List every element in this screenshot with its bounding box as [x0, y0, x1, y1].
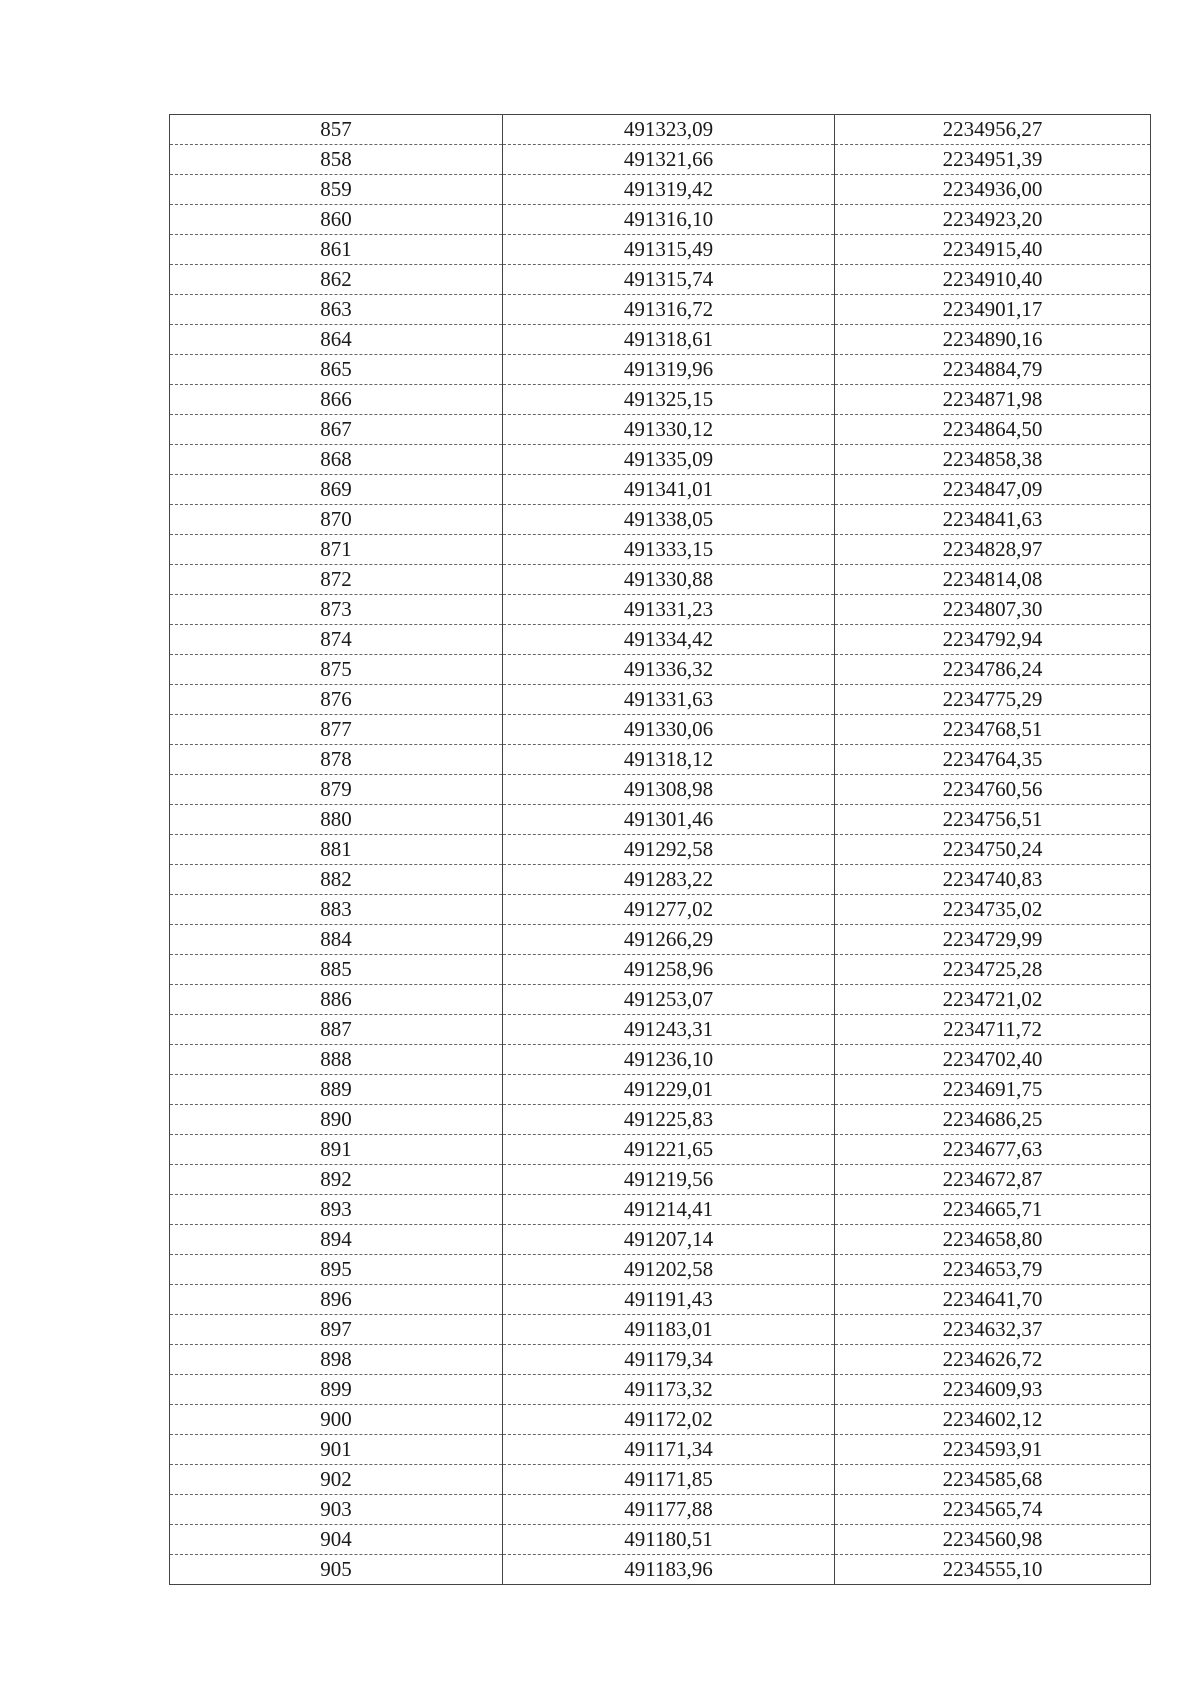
- y-coordinate-cell: 2234711,72: [835, 1015, 1151, 1045]
- coordinates-table: [169, 114, 1151, 1585]
- point-number-cell: 879: [170, 775, 503, 805]
- y-coordinate-cell: 2234691,75: [835, 1075, 1151, 1105]
- table-row: [170, 475, 1151, 505]
- point-number-cell: 864: [170, 325, 503, 355]
- y-coordinate-cell: 2234641,70: [835, 1285, 1151, 1315]
- point-number-cell: 892: [170, 1165, 503, 1195]
- table-row: [170, 925, 1151, 955]
- coordinates-table-body: [170, 115, 1151, 1585]
- point-number-cell: 881: [170, 835, 503, 865]
- y-coordinate-cell: 2234721,02: [835, 985, 1151, 1015]
- table-row: [170, 295, 1151, 325]
- x-coordinate-cell: 491333,15: [503, 535, 835, 565]
- x-coordinate-cell: 491330,06: [503, 715, 835, 745]
- x-coordinate-cell: 491191,43: [503, 1285, 835, 1315]
- table-row: [170, 895, 1151, 925]
- point-number-cell: 900: [170, 1405, 503, 1435]
- point-number-cell: 874: [170, 625, 503, 655]
- point-number-cell: 883: [170, 895, 503, 925]
- x-coordinate-cell: 491172,02: [503, 1405, 835, 1435]
- point-number-cell: 901: [170, 1435, 503, 1465]
- y-coordinate-cell: 2234740,83: [835, 865, 1151, 895]
- table-row: [170, 175, 1151, 205]
- table-row: [170, 325, 1151, 355]
- y-coordinate-cell: 2234884,79: [835, 355, 1151, 385]
- y-coordinate-cell: 2234910,40: [835, 265, 1151, 295]
- point-number-cell: 860: [170, 205, 503, 235]
- y-coordinate-cell: 2234775,29: [835, 685, 1151, 715]
- y-coordinate-cell: 2234956,27: [835, 115, 1151, 145]
- y-coordinate-cell: 2234760,56: [835, 775, 1151, 805]
- y-coordinate-cell: 2234585,68: [835, 1465, 1151, 1495]
- point-number-cell: 873: [170, 595, 503, 625]
- point-number-cell: 877: [170, 715, 503, 745]
- table-row: [170, 1525, 1151, 1555]
- x-coordinate-cell: 491207,14: [503, 1225, 835, 1255]
- point-number-cell: 885: [170, 955, 503, 985]
- x-coordinate-cell: 491183,96: [503, 1555, 835, 1585]
- x-coordinate-cell: 491183,01: [503, 1315, 835, 1345]
- table-row: [170, 655, 1151, 685]
- table-row: [170, 415, 1151, 445]
- point-number-cell: 861: [170, 235, 503, 265]
- table-row: [170, 1315, 1151, 1345]
- y-coordinate-cell: 2234847,09: [835, 475, 1151, 505]
- point-number-cell: 890: [170, 1105, 503, 1135]
- x-coordinate-cell: 491330,12: [503, 415, 835, 445]
- point-number-cell: 887: [170, 1015, 503, 1045]
- y-coordinate-cell: 2234936,00: [835, 175, 1151, 205]
- point-number-cell: 898: [170, 1345, 503, 1375]
- point-number-cell: 863: [170, 295, 503, 325]
- y-coordinate-cell: 2234923,20: [835, 205, 1151, 235]
- x-coordinate-cell: 491292,58: [503, 835, 835, 865]
- table-row: [170, 115, 1151, 145]
- x-coordinate-cell: 491323,09: [503, 115, 835, 145]
- table-row: [170, 985, 1151, 1015]
- x-coordinate-cell: 491221,65: [503, 1135, 835, 1165]
- point-number-cell: 905: [170, 1555, 503, 1585]
- y-coordinate-cell: 2234814,08: [835, 565, 1151, 595]
- y-coordinate-cell: 2234686,25: [835, 1105, 1151, 1135]
- x-coordinate-cell: 491331,23: [503, 595, 835, 625]
- y-coordinate-cell: 2234864,50: [835, 415, 1151, 445]
- x-coordinate-cell: 491331,63: [503, 685, 835, 715]
- y-coordinate-cell: 2234602,12: [835, 1405, 1151, 1435]
- x-coordinate-cell: 491330,88: [503, 565, 835, 595]
- x-coordinate-cell: 491325,15: [503, 385, 835, 415]
- point-number-cell: 888: [170, 1045, 503, 1075]
- table-row: [170, 145, 1151, 175]
- table-row: [170, 1285, 1151, 1315]
- table-row: [170, 805, 1151, 835]
- y-coordinate-cell: 2234555,10: [835, 1555, 1151, 1585]
- x-coordinate-cell: 491338,05: [503, 505, 835, 535]
- point-number-cell: 894: [170, 1225, 503, 1255]
- point-number-cell: 891: [170, 1135, 503, 1165]
- table-row: [170, 1465, 1151, 1495]
- x-coordinate-cell: 491316,72: [503, 295, 835, 325]
- x-coordinate-cell: 491335,09: [503, 445, 835, 475]
- x-coordinate-cell: 491319,42: [503, 175, 835, 205]
- point-number-cell: 870: [170, 505, 503, 535]
- y-coordinate-cell: 2234702,40: [835, 1045, 1151, 1075]
- point-number-cell: 880: [170, 805, 503, 835]
- point-number-cell: 889: [170, 1075, 503, 1105]
- x-coordinate-cell: 491315,74: [503, 265, 835, 295]
- table-row: [170, 505, 1151, 535]
- table-row: [170, 1195, 1151, 1225]
- y-coordinate-cell: 2234858,38: [835, 445, 1151, 475]
- x-coordinate-cell: 491229,01: [503, 1075, 835, 1105]
- x-coordinate-cell: 491214,41: [503, 1195, 835, 1225]
- y-coordinate-cell: 2234672,87: [835, 1165, 1151, 1195]
- table-row: [170, 715, 1151, 745]
- point-number-cell: 895: [170, 1255, 503, 1285]
- table-row: [170, 775, 1151, 805]
- x-coordinate-cell: 491180,51: [503, 1525, 835, 1555]
- point-number-cell: 866: [170, 385, 503, 415]
- x-coordinate-cell: 491253,07: [503, 985, 835, 1015]
- x-coordinate-cell: 491177,88: [503, 1495, 835, 1525]
- x-coordinate-cell: 491171,34: [503, 1435, 835, 1465]
- table-row: [170, 445, 1151, 475]
- point-number-cell: 904: [170, 1525, 503, 1555]
- y-coordinate-cell: 2234653,79: [835, 1255, 1151, 1285]
- point-number-cell: 862: [170, 265, 503, 295]
- x-coordinate-cell: 491319,96: [503, 355, 835, 385]
- point-number-cell: 875: [170, 655, 503, 685]
- y-coordinate-cell: 2234828,97: [835, 535, 1151, 565]
- x-coordinate-cell: 491336,32: [503, 655, 835, 685]
- table-row: [170, 1135, 1151, 1165]
- y-coordinate-cell: 2234890,16: [835, 325, 1151, 355]
- point-number-cell: 902: [170, 1465, 503, 1495]
- y-coordinate-cell: 2234729,99: [835, 925, 1151, 955]
- y-coordinate-cell: 2234841,63: [835, 505, 1151, 535]
- y-coordinate-cell: 2234735,02: [835, 895, 1151, 925]
- x-coordinate-cell: 491219,56: [503, 1165, 835, 1195]
- table-row: [170, 1105, 1151, 1135]
- table-row: [170, 1345, 1151, 1375]
- table-row: [170, 625, 1151, 655]
- table-row: [170, 865, 1151, 895]
- y-coordinate-cell: 2234871,98: [835, 385, 1151, 415]
- point-number-cell: 897: [170, 1315, 503, 1345]
- y-coordinate-cell: 2234756,51: [835, 805, 1151, 835]
- x-coordinate-cell: 491277,02: [503, 895, 835, 925]
- x-coordinate-cell: 491283,22: [503, 865, 835, 895]
- point-number-cell: 903: [170, 1495, 503, 1525]
- point-number-cell: 886: [170, 985, 503, 1015]
- table-row: [170, 1045, 1151, 1075]
- table-row: [170, 385, 1151, 415]
- table-row: [170, 1555, 1151, 1585]
- y-coordinate-cell: 2234560,98: [835, 1525, 1151, 1555]
- y-coordinate-cell: 2234658,80: [835, 1225, 1151, 1255]
- y-coordinate-cell: 2234768,51: [835, 715, 1151, 745]
- point-number-cell: 882: [170, 865, 503, 895]
- y-coordinate-cell: 2234665,71: [835, 1195, 1151, 1225]
- x-coordinate-cell: 491308,98: [503, 775, 835, 805]
- x-coordinate-cell: 491318,61: [503, 325, 835, 355]
- x-coordinate-cell: 491236,10: [503, 1045, 835, 1075]
- y-coordinate-cell: 2234626,72: [835, 1345, 1151, 1375]
- point-number-cell: 884: [170, 925, 503, 955]
- table-row: [170, 745, 1151, 775]
- table-row: [170, 355, 1151, 385]
- x-coordinate-cell: 491266,29: [503, 925, 835, 955]
- y-coordinate-cell: 2234677,63: [835, 1135, 1151, 1165]
- point-number-cell: 896: [170, 1285, 503, 1315]
- y-coordinate-cell: 2234786,24: [835, 655, 1151, 685]
- table-row: [170, 1165, 1151, 1195]
- table-row: [170, 835, 1151, 865]
- x-coordinate-cell: 491171,85: [503, 1465, 835, 1495]
- x-coordinate-cell: 491315,49: [503, 235, 835, 265]
- table-row: [170, 1375, 1151, 1405]
- x-coordinate-cell: 491341,01: [503, 475, 835, 505]
- x-coordinate-cell: 491258,96: [503, 955, 835, 985]
- table-row: [170, 265, 1151, 295]
- x-coordinate-cell: 491301,46: [503, 805, 835, 835]
- point-number-cell: 857: [170, 115, 503, 145]
- y-coordinate-cell: 2234725,28: [835, 955, 1151, 985]
- table-row: [170, 595, 1151, 625]
- x-coordinate-cell: 491225,83: [503, 1105, 835, 1135]
- y-coordinate-cell: 2234609,93: [835, 1375, 1151, 1405]
- point-number-cell: 871: [170, 535, 503, 565]
- table-row: [170, 1405, 1151, 1435]
- table-row: [170, 235, 1151, 265]
- x-coordinate-cell: 491321,66: [503, 145, 835, 175]
- table-row: [170, 1435, 1151, 1465]
- x-coordinate-cell: 491202,58: [503, 1255, 835, 1285]
- point-number-cell: 868: [170, 445, 503, 475]
- y-coordinate-cell: 2234764,35: [835, 745, 1151, 775]
- table-row: [170, 1075, 1151, 1105]
- y-coordinate-cell: 2234901,17: [835, 295, 1151, 325]
- point-number-cell: 899: [170, 1375, 503, 1405]
- point-number-cell: 859: [170, 175, 503, 205]
- table-row: [170, 535, 1151, 565]
- table-row: [170, 955, 1151, 985]
- x-coordinate-cell: 491173,32: [503, 1375, 835, 1405]
- point-number-cell: 876: [170, 685, 503, 715]
- y-coordinate-cell: 2234915,40: [835, 235, 1151, 265]
- y-coordinate-cell: 2234807,30: [835, 595, 1151, 625]
- y-coordinate-cell: 2234632,37: [835, 1315, 1151, 1345]
- point-number-cell: 867: [170, 415, 503, 445]
- table-row: [170, 205, 1151, 235]
- y-coordinate-cell: 2234565,74: [835, 1495, 1151, 1525]
- y-coordinate-cell: 2234792,94: [835, 625, 1151, 655]
- table-row: [170, 685, 1151, 715]
- point-number-cell: 865: [170, 355, 503, 385]
- table-row: [170, 1015, 1151, 1045]
- x-coordinate-cell: 491334,42: [503, 625, 835, 655]
- point-number-cell: 878: [170, 745, 503, 775]
- table-row: [170, 1495, 1151, 1525]
- x-coordinate-cell: 491316,10: [503, 205, 835, 235]
- x-coordinate-cell: 491318,12: [503, 745, 835, 775]
- y-coordinate-cell: 2234951,39: [835, 145, 1151, 175]
- table-row: [170, 565, 1151, 595]
- table-row: [170, 1225, 1151, 1255]
- point-number-cell: 872: [170, 565, 503, 595]
- point-number-cell: 893: [170, 1195, 503, 1225]
- x-coordinate-cell: 491179,34: [503, 1345, 835, 1375]
- y-coordinate-cell: 2234593,91: [835, 1435, 1151, 1465]
- y-coordinate-cell: 2234750,24: [835, 835, 1151, 865]
- table-row: [170, 1255, 1151, 1285]
- point-number-cell: 869: [170, 475, 503, 505]
- point-number-cell: 858: [170, 145, 503, 175]
- x-coordinate-cell: 491243,31: [503, 1015, 835, 1045]
